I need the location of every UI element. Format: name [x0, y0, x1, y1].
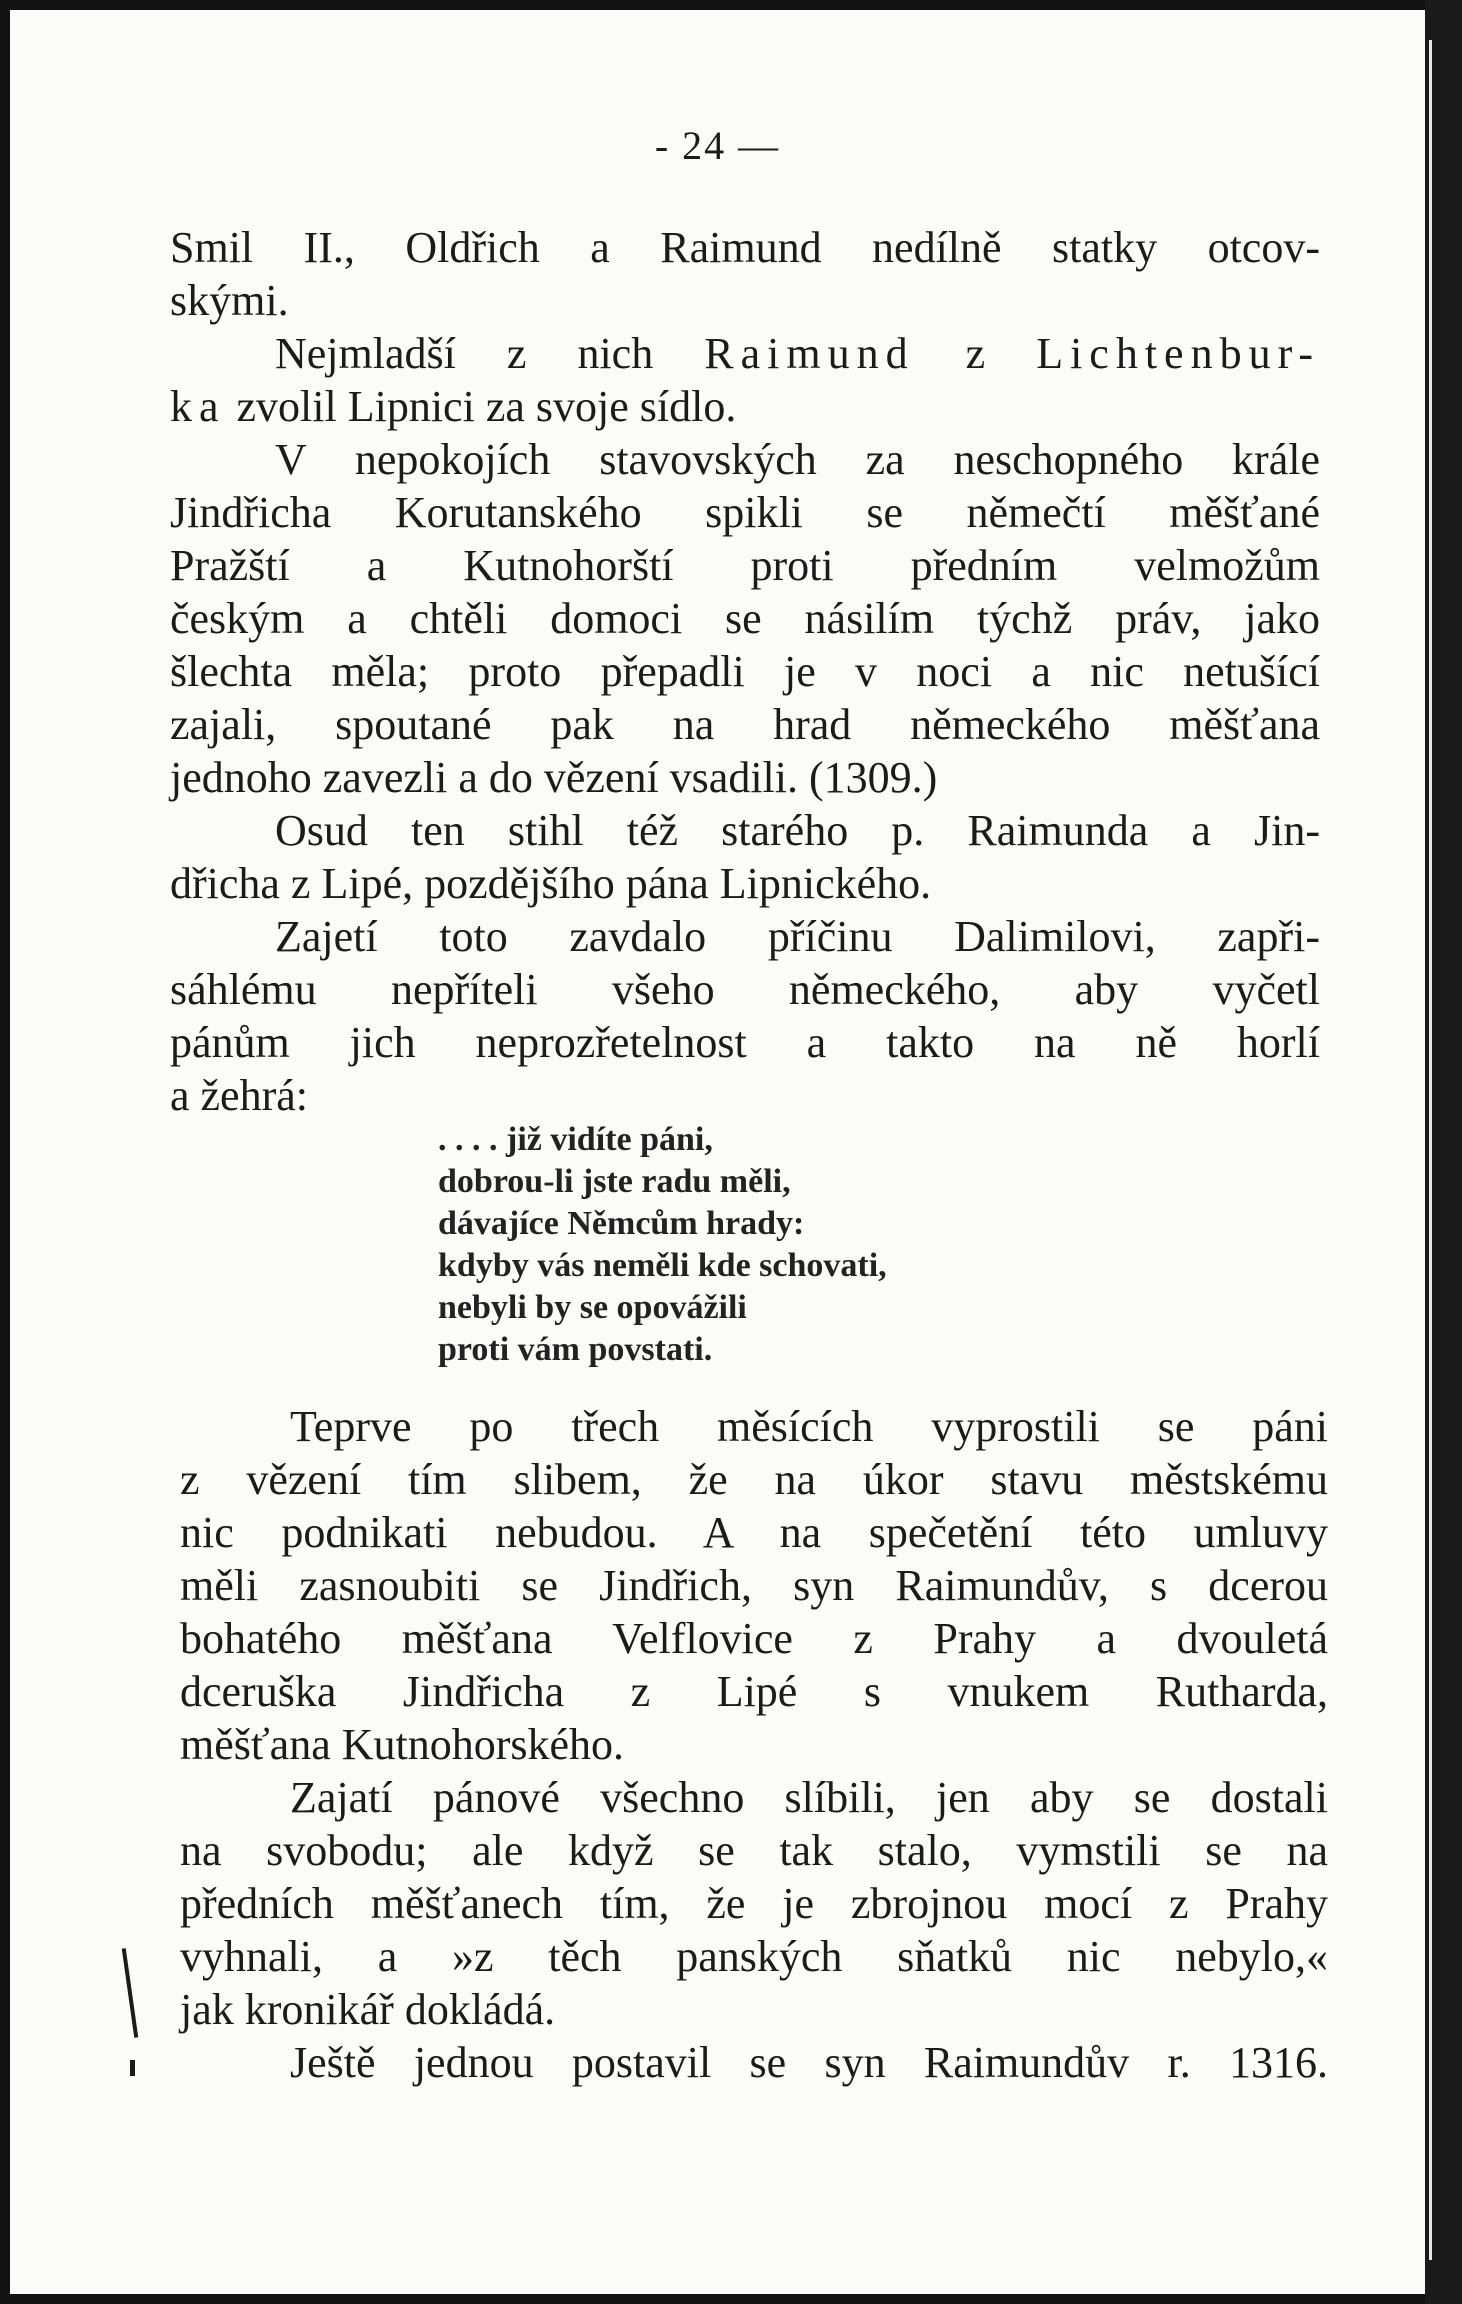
text-line: pánům jich neprozřetelnost a takto na ně horlí: [170, 1018, 1320, 1067]
text-line: zajali, spoutané pak na hrad německého měšťana: [170, 700, 1320, 749]
text-line: dceruška Jindřicha z Lipé s vnukem Rutharda,: [180, 1667, 1328, 1716]
text-line: vyhnali, a »z těch panských sňatků nic nebylo,«: [180, 1932, 1328, 1981]
margin-mark: [130, 2060, 135, 2076]
text-line: měli zasnoubiti se Jindřich, syn Raimundův, s dcerou: [180, 1561, 1328, 1610]
text-line: V nepokojích stavovských za neschopného krále: [275, 435, 1320, 484]
text-run: zvolil Lipnici za svoje sídlo.: [225, 382, 737, 431]
verse-line: . . . . již vidíte páni,: [438, 1121, 713, 1158]
text-line: šlechta měla; proto přepadli je v noci a nic netušící: [170, 647, 1320, 696]
text-line: Osud ten stihl též starého p. Raimunda a Jin-: [275, 806, 1320, 855]
spaced-name: k: [170, 382, 199, 431]
verse-line: dobrou-li jste radu měli,: [438, 1163, 791, 1200]
text-line: nic podnikati nebudou. A na spečetění této umluvy: [180, 1508, 1328, 1557]
scan-right-border: [1425, 0, 1462, 2304]
text-line: a žehrá:: [170, 1071, 308, 1120]
verse-line: kdyby vás neměli kde schovati,: [438, 1247, 887, 1284]
text-line: [170, 382, 1320, 432]
spaced-name: a: [199, 382, 226, 431]
text-line: skými.: [170, 276, 289, 325]
text-line: sáhlému nepříteli všeho německého, aby vyčetl: [170, 965, 1320, 1014]
text-line: Zajetí toto zavdalo příčinu Dalimilovi, zapři-: [275, 912, 1320, 961]
text-line: dřicha z Lipé, pozdějšího pána Lipnického.: [170, 859, 932, 908]
text-line: Zajatí pánové všechno slíbili, jen aby se dostali: [290, 1773, 1328, 1822]
verse-line: nebyli by se opovážili: [438, 1289, 747, 1326]
text-run: z: [914, 329, 1037, 378]
text-line: jednoho zavezli a do vězení vsadili. (1309.): [170, 753, 938, 802]
text-line: bohatého měšťana Velflovice z Prahy a dvouletá: [180, 1614, 1328, 1663]
page-number: - 24 —: [654, 123, 781, 168]
text-run: Nejmladší z nich: [275, 329, 705, 378]
text-line: [275, 329, 1320, 379]
text-line: z vězení tím slibem, že na úkor stavu městskému: [180, 1455, 1328, 1504]
text-line: na svobodu; ale když se tak stalo, vymstili se na: [180, 1826, 1328, 1875]
text-line: Ještě jednou postavil se syn Raimundův r. 1316.: [290, 2038, 1328, 2087]
text-line: jak kronikář dokládá.: [180, 1985, 556, 2034]
text-line: českým a chtěli domoci se násilím týchž práv, jako: [170, 594, 1320, 643]
book-page: [10, 10, 1425, 2294]
text-line: měšťana Kutnohorského.: [180, 1720, 625, 1769]
text-line: Jindřicha Korutanského spikli se němečtí měšťané: [170, 488, 1320, 537]
spaced-name: Lichtenbur-: [1036, 329, 1321, 378]
verse-line: dávajíce Němcům hrady:: [438, 1205, 805, 1242]
margin-mark: [122, 1948, 138, 2038]
text-line: Pražští a Kutnohorští proti předním velmožům: [170, 541, 1320, 590]
text-line: předních měšťanech tím, že je zbrojnou mocí z Prahy: [180, 1879, 1328, 1928]
text-line: Smil II., Oldřich a Raimund nedílně statky otcov-: [170, 223, 1320, 272]
text-line: Teprve po třech měsících vyprostili se páni: [290, 1402, 1328, 1451]
verse-line: proti vám povstati.: [438, 1331, 713, 1368]
spaced-name: Raimund: [704, 329, 915, 378]
